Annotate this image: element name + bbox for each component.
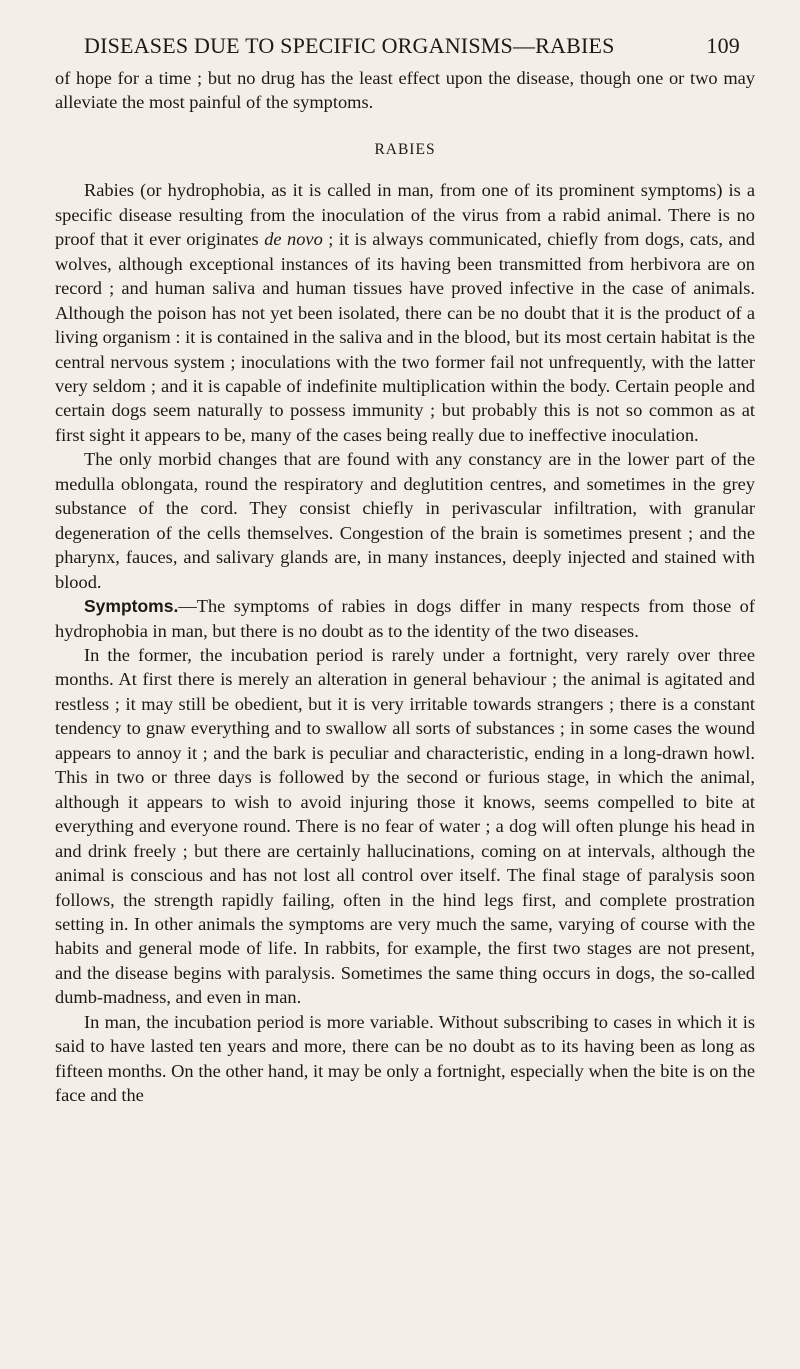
page-number: 109 [706, 33, 740, 58]
body-text [55, 66, 755, 1108]
section-heading: RABIES [374, 140, 436, 158]
symptoms-text: —The symptoms of rabies in dogs differ in many respects from those of hydrophobia in man, but there is no doubt as to the identity of the two diseases. [55, 596, 755, 641]
paragraph-morbid-changes: The only morbid changes that are found with any constancy are in the lower part of the medulla oblongata, round the respiratory and deglutition centres, and sometimes in the grey substance of the cord. They consist chiefly in perivascular infiltration, with granular degeneration of the cells themselves. Congestion of the brain is sometimes present ; and the pharynx, fauces, and salivary glands are, in many instances, deeply injected and stained with blood. [55, 449, 755, 592]
paragraph-man: In man, the incubation period is more variable. Without subscribing to cases in which it is said to have lasted ten years and more, there can be no doubt as to its having been as long as fifteen months. On the other hand, it may be only a fortnight, especially when the bite is on the face and the [55, 1011, 755, 1106]
para1-italic: de novo [264, 229, 323, 250]
opening-fragment: of hope for a time ; but no drug has the least effect upon the disease, though one or two may alleviate the most painful of the symptoms. [55, 68, 755, 113]
paragraph-symptoms [55, 594, 755, 643]
symptoms-lead: Symptoms. [84, 596, 179, 617]
running-head-title: DISEASES DUE TO SPECIFIC ORGANISMS—RABIES [84, 33, 615, 58]
para1-text-a: Rabies (or hydrophobia, as it is called in man, from one of its prominent symptoms) is a specific disease resulting from the inoculation of the virus from a rabid animal. There is no proof that it ever originates [55, 180, 755, 250]
para1-text-b: ; it is always communicated, chiefly from dogs, cats, and wolves, although exceptional instances of its having been transmitted from herbivora are on record ; and human saliva and human tissues have proved infective in the case of animals. Although the poison has not yet been isolated, there can be no doubt that it is the product of a living organism : it is contained in the saliva and in the blood, but its most certain habitat is the central nervous system ; inoculations with the two former fail not unfrequently, with the latter very seldom ; and it is capable of indefinite multiplication within the body. Certain people and certain dogs seem naturally to possess immunity ; but probably this is not so common as at first sight it appears to be, many of the cases being really due to ineffective inoculation. [55, 229, 755, 445]
paragraph-rabies-definition [55, 178, 755, 447]
paragraph-dogs: In the former, the incubation period is rarely under a fortnight, very rarely over three months. At first there is merely an alteration in general behaviour ; the animal is agitated and restless ; it may still be obedient, but it is very irritable towards strangers ; there is a constant tendency to gnaw everything and to swallow all sorts of substances ; in some cases the wound appears to annoy it ; and the bark is peculiar and characteristic, ending in a long-drawn howl. This in two or three days is followed by the second or furious stage, in which the animal, although it appears to wish to avoid injuring those it knows, seems compelled to bite at everything and everyone round. There is no fear of water ; a dog will often plunge his head in and drink freely ; but there are certainly hallucinations, coming on at intervals, although the animal is conscious and has not lost all control over itself. The final stage of paralysis soon follows, the strength rapidly failing, often in the hind legs first, and complete prostration setting in. In other animals the symptoms are very much the same, varying of course with the habits and general mode of life. In rabbits, for example, the first two stages are not present, and the disease begins with paralysis. Sometimes the same thing occurs in dogs, the so-called dumb-madness, and even in man. [55, 644, 755, 1008]
